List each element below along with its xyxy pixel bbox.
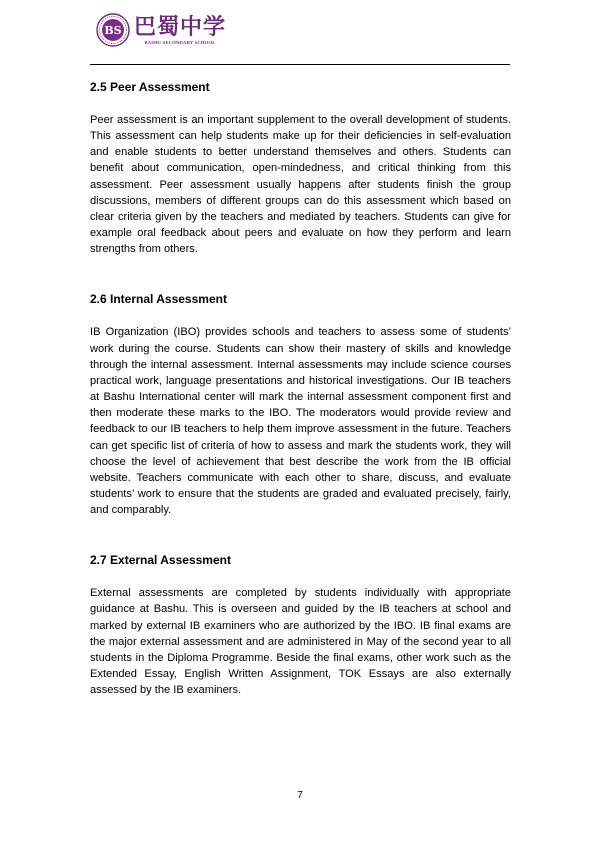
section-paragraph: Peer assessment is an important supplement to the overall development of students. This assessment can help students make up for their deficiencies in self-evaluation and enable students to better understand themselves and others. Students can benefit about communication, open-mindedness, and critical thinking from this assessment. Peer assessment usually happens after students finish the group discussions, members of different groups can do this assessment which based on clear criteria given by the teachers and mediated by teachers. Students can give for example oral feedback about peers and evaluate on how they perform and learn strengths from others.: [90, 114, 511, 256]
school-logo: [96, 10, 226, 50]
section-heading: 2.6 Internal Assessment: [90, 292, 227, 307]
logo-wordmark: [134, 15, 226, 46]
section-internal-assessment: [90, 291, 511, 518]
logo-english-name: BASHU SECONDARY SCHOOL: [144, 39, 216, 45]
logo-chinese-name: 巴蜀中学: [134, 13, 227, 40]
section-paragraph: External assessments are completed by students individually with appropriate guidance at Bashu. This is overseen and guided by the IB teachers at school and marked by external IB examiners who are authorized by the IBO. IB final exams are the major external assessment and are administered in May of the second year to all students in the Diploma Programme. Beside the final exams, other work such as the Extended Essay, English Written Assignment, TOK Essays are also externally assessed by the IB examiners.: [90, 587, 511, 697]
page-content: [90, 79, 511, 698]
emblem-letters: BS: [104, 24, 122, 37]
page-number: 7: [297, 790, 303, 801]
header-divider: [90, 64, 510, 65]
section-external-assessment: [90, 552, 511, 698]
section-paragraph: IB Organization (IBO) provides schools and teachers to assess some of students’ work during the course. Students can show their mastery of skills and knowledge through the internal assessment. Internal assessments may include science courses practical work, language presentations and historical investigations. Our IB teachers at Bashu International center will mark the internal assessment component first and then moderate these marks to the IBO. The moderators would provide review and feedback to our IB teachers to help them improve assessment in the future. Teachers can get specific list of criteria of how to assess and mark the students work, they will choose the level of achievement that best describe the work from the IB official website. Teachers communicate with each other to share, discuss, and evaluate students’ work to ensure that the students are graded and evaluated precisely, fairly, and comparably.: [90, 326, 511, 517]
school-emblem-icon: [96, 13, 130, 47]
section-peer-assessment: [90, 79, 511, 257]
section-heading: 2.7 External Assessment: [90, 553, 231, 568]
section-heading: 2.5 Peer Assessment: [90, 80, 210, 94]
